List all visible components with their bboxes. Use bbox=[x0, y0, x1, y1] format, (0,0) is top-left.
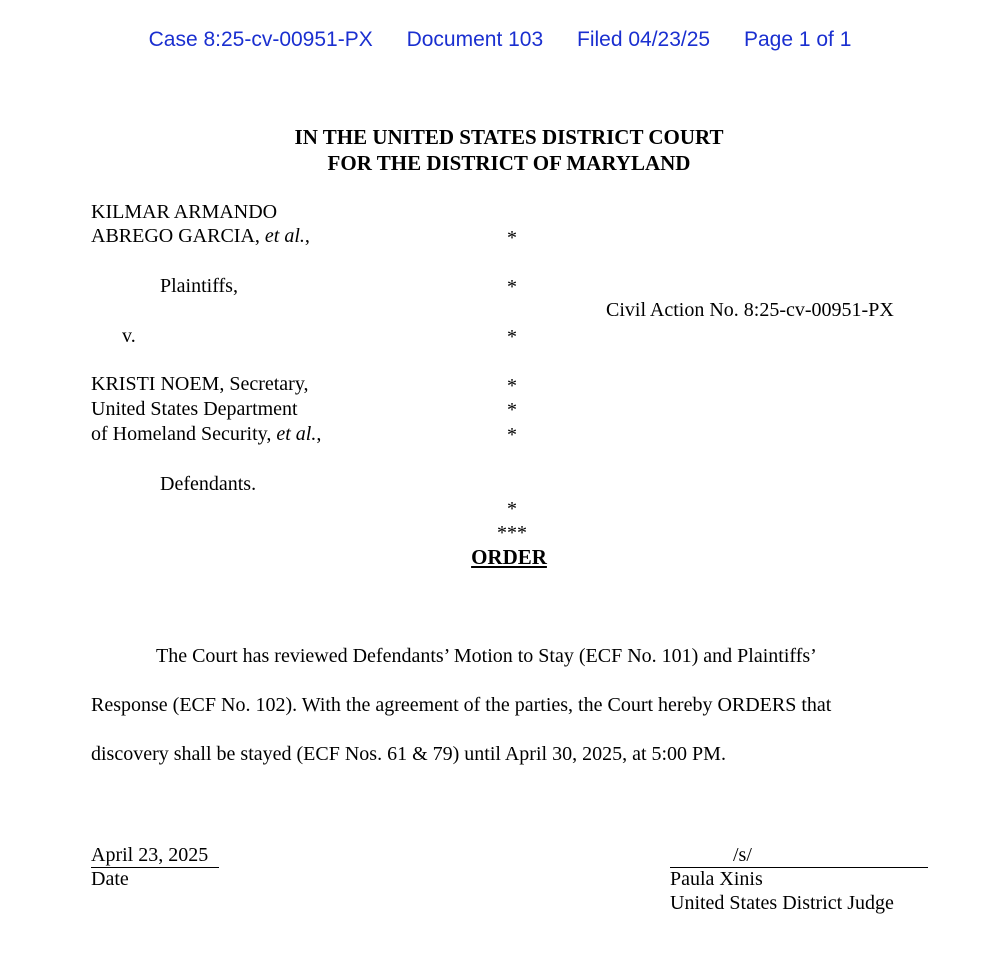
versus: v. bbox=[122, 325, 136, 347]
order-body-line3: discovery shall be stayed (ECF Nos. 61 & 79) until April 30, 2025, at 5:00 PM. bbox=[91, 743, 726, 765]
civil-action-number: Civil Action No. 8:25-cv-00951-PX bbox=[606, 299, 894, 321]
court-title-line2: FOR THE DISTRICT OF MARYLAND bbox=[327, 151, 691, 175]
judge-signature: /s/ bbox=[670, 843, 928, 868]
order-date: April 23, 2025 bbox=[91, 843, 219, 868]
caption-star: * bbox=[507, 326, 517, 348]
order-body-line1: The Court has reviewed Defendants’ Motion to Stay (ECF No. 101) and Plaintiffs’ bbox=[156, 645, 817, 667]
plaintiff-name-line2: ABREGO GARCIA, et al., bbox=[91, 225, 310, 247]
case-number: Case 8:25-cv-00951-PX bbox=[148, 28, 373, 51]
defendants-label: Defendants. bbox=[160, 473, 257, 495]
caption-triple-star: *** bbox=[497, 522, 527, 544]
court-title-line1: IN THE UNITED STATES DISTRICT COURT bbox=[294, 125, 724, 149]
caption-star: * bbox=[507, 276, 517, 298]
plaintiffs-label: Plaintiffs, bbox=[160, 275, 238, 297]
judge-title: United States District Judge bbox=[670, 892, 894, 914]
date-label: Date bbox=[91, 868, 129, 890]
order-body-line2: Response (ECF No. 102). With the agreement of the parties, the Court hereby ORDERS that bbox=[91, 694, 832, 716]
plaintiff-name-line1: KILMAR ARMANDO bbox=[91, 201, 278, 223]
document-number: Document 103 bbox=[406, 28, 544, 51]
judge-name: Paula Xinis bbox=[670, 868, 763, 890]
caption-star: * bbox=[507, 375, 517, 397]
defendant-name-line1: KRISTI NOEM, Secretary, bbox=[91, 373, 309, 395]
caption-star: * bbox=[507, 498, 517, 520]
caption-star: * bbox=[507, 399, 517, 421]
defendant-name-line2: United States Department bbox=[91, 398, 298, 420]
filed-date: Filed 04/23/25 bbox=[577, 28, 711, 51]
caption-star: * bbox=[507, 227, 517, 249]
caption-star: * bbox=[507, 424, 517, 446]
ecf-header bbox=[0, 28, 1000, 52]
page-count: Page 1 of 1 bbox=[743, 28, 852, 51]
order-heading: ORDER bbox=[471, 545, 547, 569]
defendant-name-line3: of Homeland Security, et al., bbox=[91, 423, 322, 445]
